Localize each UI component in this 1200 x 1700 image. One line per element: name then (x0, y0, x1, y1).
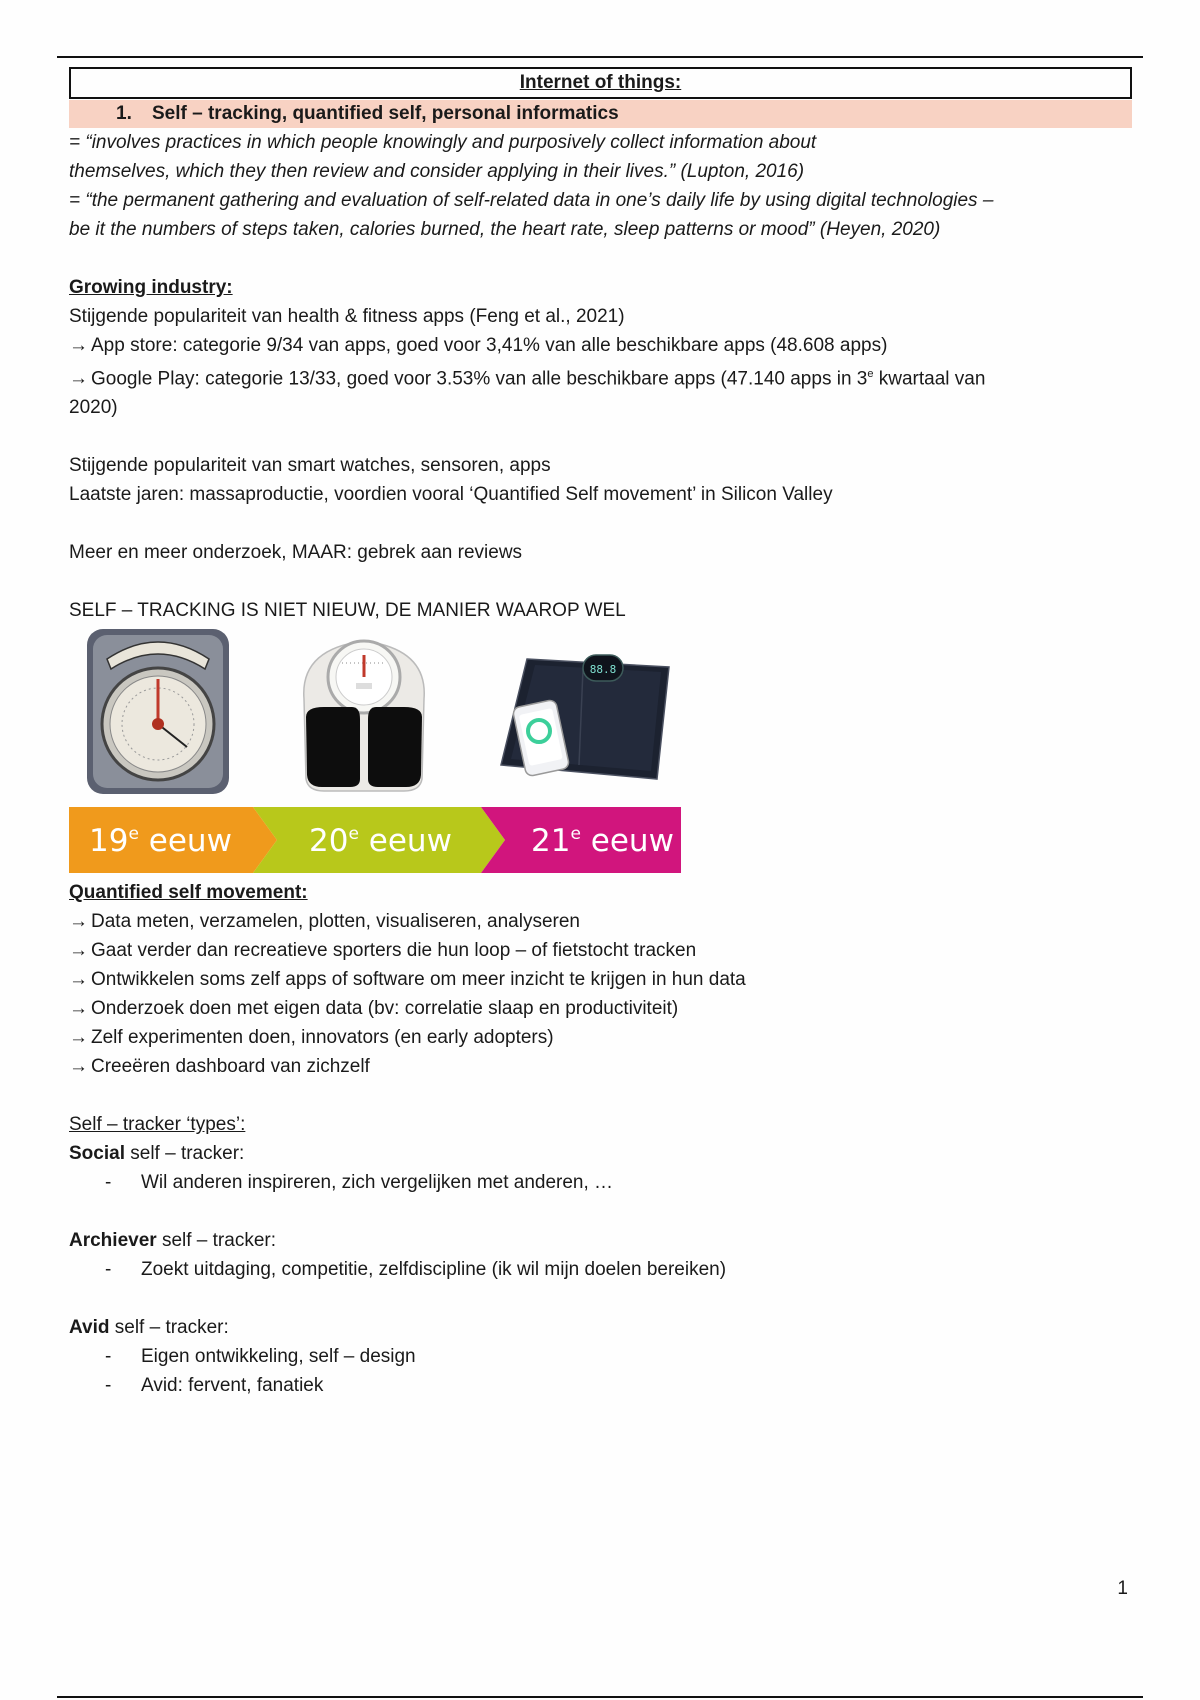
era-label-19: 19e eeuw (89, 823, 232, 860)
arrow-line: → Creeëren dashboard van zichzelf (69, 1052, 1132, 1081)
definition-line: = “the permanent gathering and evaluation of self-related data in one’s daily life by using digital technologies – (69, 190, 994, 211)
tracker-type-item: - Eigen ontwikkeling, self – design (105, 1346, 416, 1368)
growing-industry-heading: Growing industry: (69, 277, 233, 298)
tracker-type-title: Social self – tracker: (69, 1143, 245, 1165)
tracker-type-item: - Wil anderen inspireren, zich vergelijken met anderen, … (105, 1172, 614, 1194)
arrow-line: → Onderzoek doen met eigen data (bv: correlatie slaap en productiviteit) (69, 994, 1132, 1023)
arrow-line: → Data meten, verzamelen, plotten, visualiseren, analyseren (69, 907, 1132, 936)
text-line: Stijgende populariteit van smart watches, sensoren, apps (69, 455, 551, 477)
tracker-type-title: Archiever self – tracker: (69, 1230, 276, 1252)
section-heading (69, 100, 1132, 128)
svg-text:88.8: 88.8 (589, 663, 617, 677)
arrow-line: → App store: categorie 9/34 van apps, goed voor 3,41% van alle beschikbare apps (48.608 apps) (69, 331, 1132, 360)
arrow-line: → Google Play: categorie 13/33, goed voor 3.53% van alle beschikbare apps (47.140 apps in 3e kwartaal van (69, 360, 1132, 393)
arrow-icon: → (69, 368, 88, 390)
definition-line: be it the numbers of steps taken, calories burned, the heart rate, sleep patterns or mood” (Heyen, 2020) (69, 219, 941, 240)
page-title: Internet of things: (69, 67, 1132, 99)
scale-timeline-figure (69, 629, 1132, 891)
definition-line: themselves, which they then review and consider applying in their lives.” (Lupton, 2016) (69, 161, 805, 182)
vintage-scale-image (87, 629, 229, 794)
era-timeline (69, 807, 681, 873)
arrow-line: → Zelf experimenten doen, innovators (en early adopters) (69, 1023, 1132, 1052)
arrow-icon: → (69, 335, 88, 356)
arrow-icon: → (69, 911, 88, 933)
arrow-icon: → (69, 969, 88, 991)
definition-line: = “involves practices in which people knowingly and purposively collect information about (69, 132, 817, 153)
quantified-self-heading: Quantified self movement: (69, 882, 308, 904)
text-line: SELF – TRACKING IS NIET NIEUW, DE MANIER WAAROP WEL (69, 600, 626, 622)
tracker-type-item: - Avid: fervent, fanatiek (105, 1375, 324, 1397)
text-line: Laatste jaren: massaproductie, voordien vooral ‘Quantified Self movement’ in Silicon Valley (69, 484, 833, 506)
arrow-icon: → (69, 1027, 88, 1049)
arrow-icon: → (69, 940, 88, 962)
section-title: Self – tracking, quantified self, personal informatics (152, 103, 619, 124)
smart-scale-image (487, 629, 679, 794)
section-number: 1. (116, 103, 132, 124)
arrow-icon: → (69, 998, 88, 1020)
arrow-line: → Gaat verder dan recreatieve sporters die hun loop – of fietstocht tracken (69, 936, 1132, 965)
era-label-21: 21e eeuw (531, 823, 674, 860)
document-body (69, 67, 1132, 1400)
arrow-icon: → (69, 1056, 88, 1078)
tracker-types-heading: Self – tracker ‘types’: (69, 1114, 246, 1136)
text-line: Stijgende populariteit van health & fitness apps (Feng et al., 2021) (69, 306, 625, 327)
tracker-type-title: Avid self – tracker: (69, 1317, 229, 1339)
bathroom-scale-image (294, 629, 434, 794)
text-line: Meer en meer onderzoek, MAAR: gebrek aan reviews (69, 542, 523, 564)
era-label-20: 20e eeuw (309, 823, 452, 860)
tracker-type-item: - Zoekt uitdaging, competitie, zelfdiscipline (ik wil mijn doelen bereiken) (105, 1259, 727, 1281)
top-rule (57, 56, 1143, 58)
arrow-line: → Ontwikkelen soms zelf apps of software om meer inzicht te krijgen in hun data (69, 965, 1132, 994)
bottom-rule (57, 1696, 1143, 1698)
text-line: 2020) (69, 397, 118, 419)
page-number: 1 (1117, 1578, 1128, 1599)
